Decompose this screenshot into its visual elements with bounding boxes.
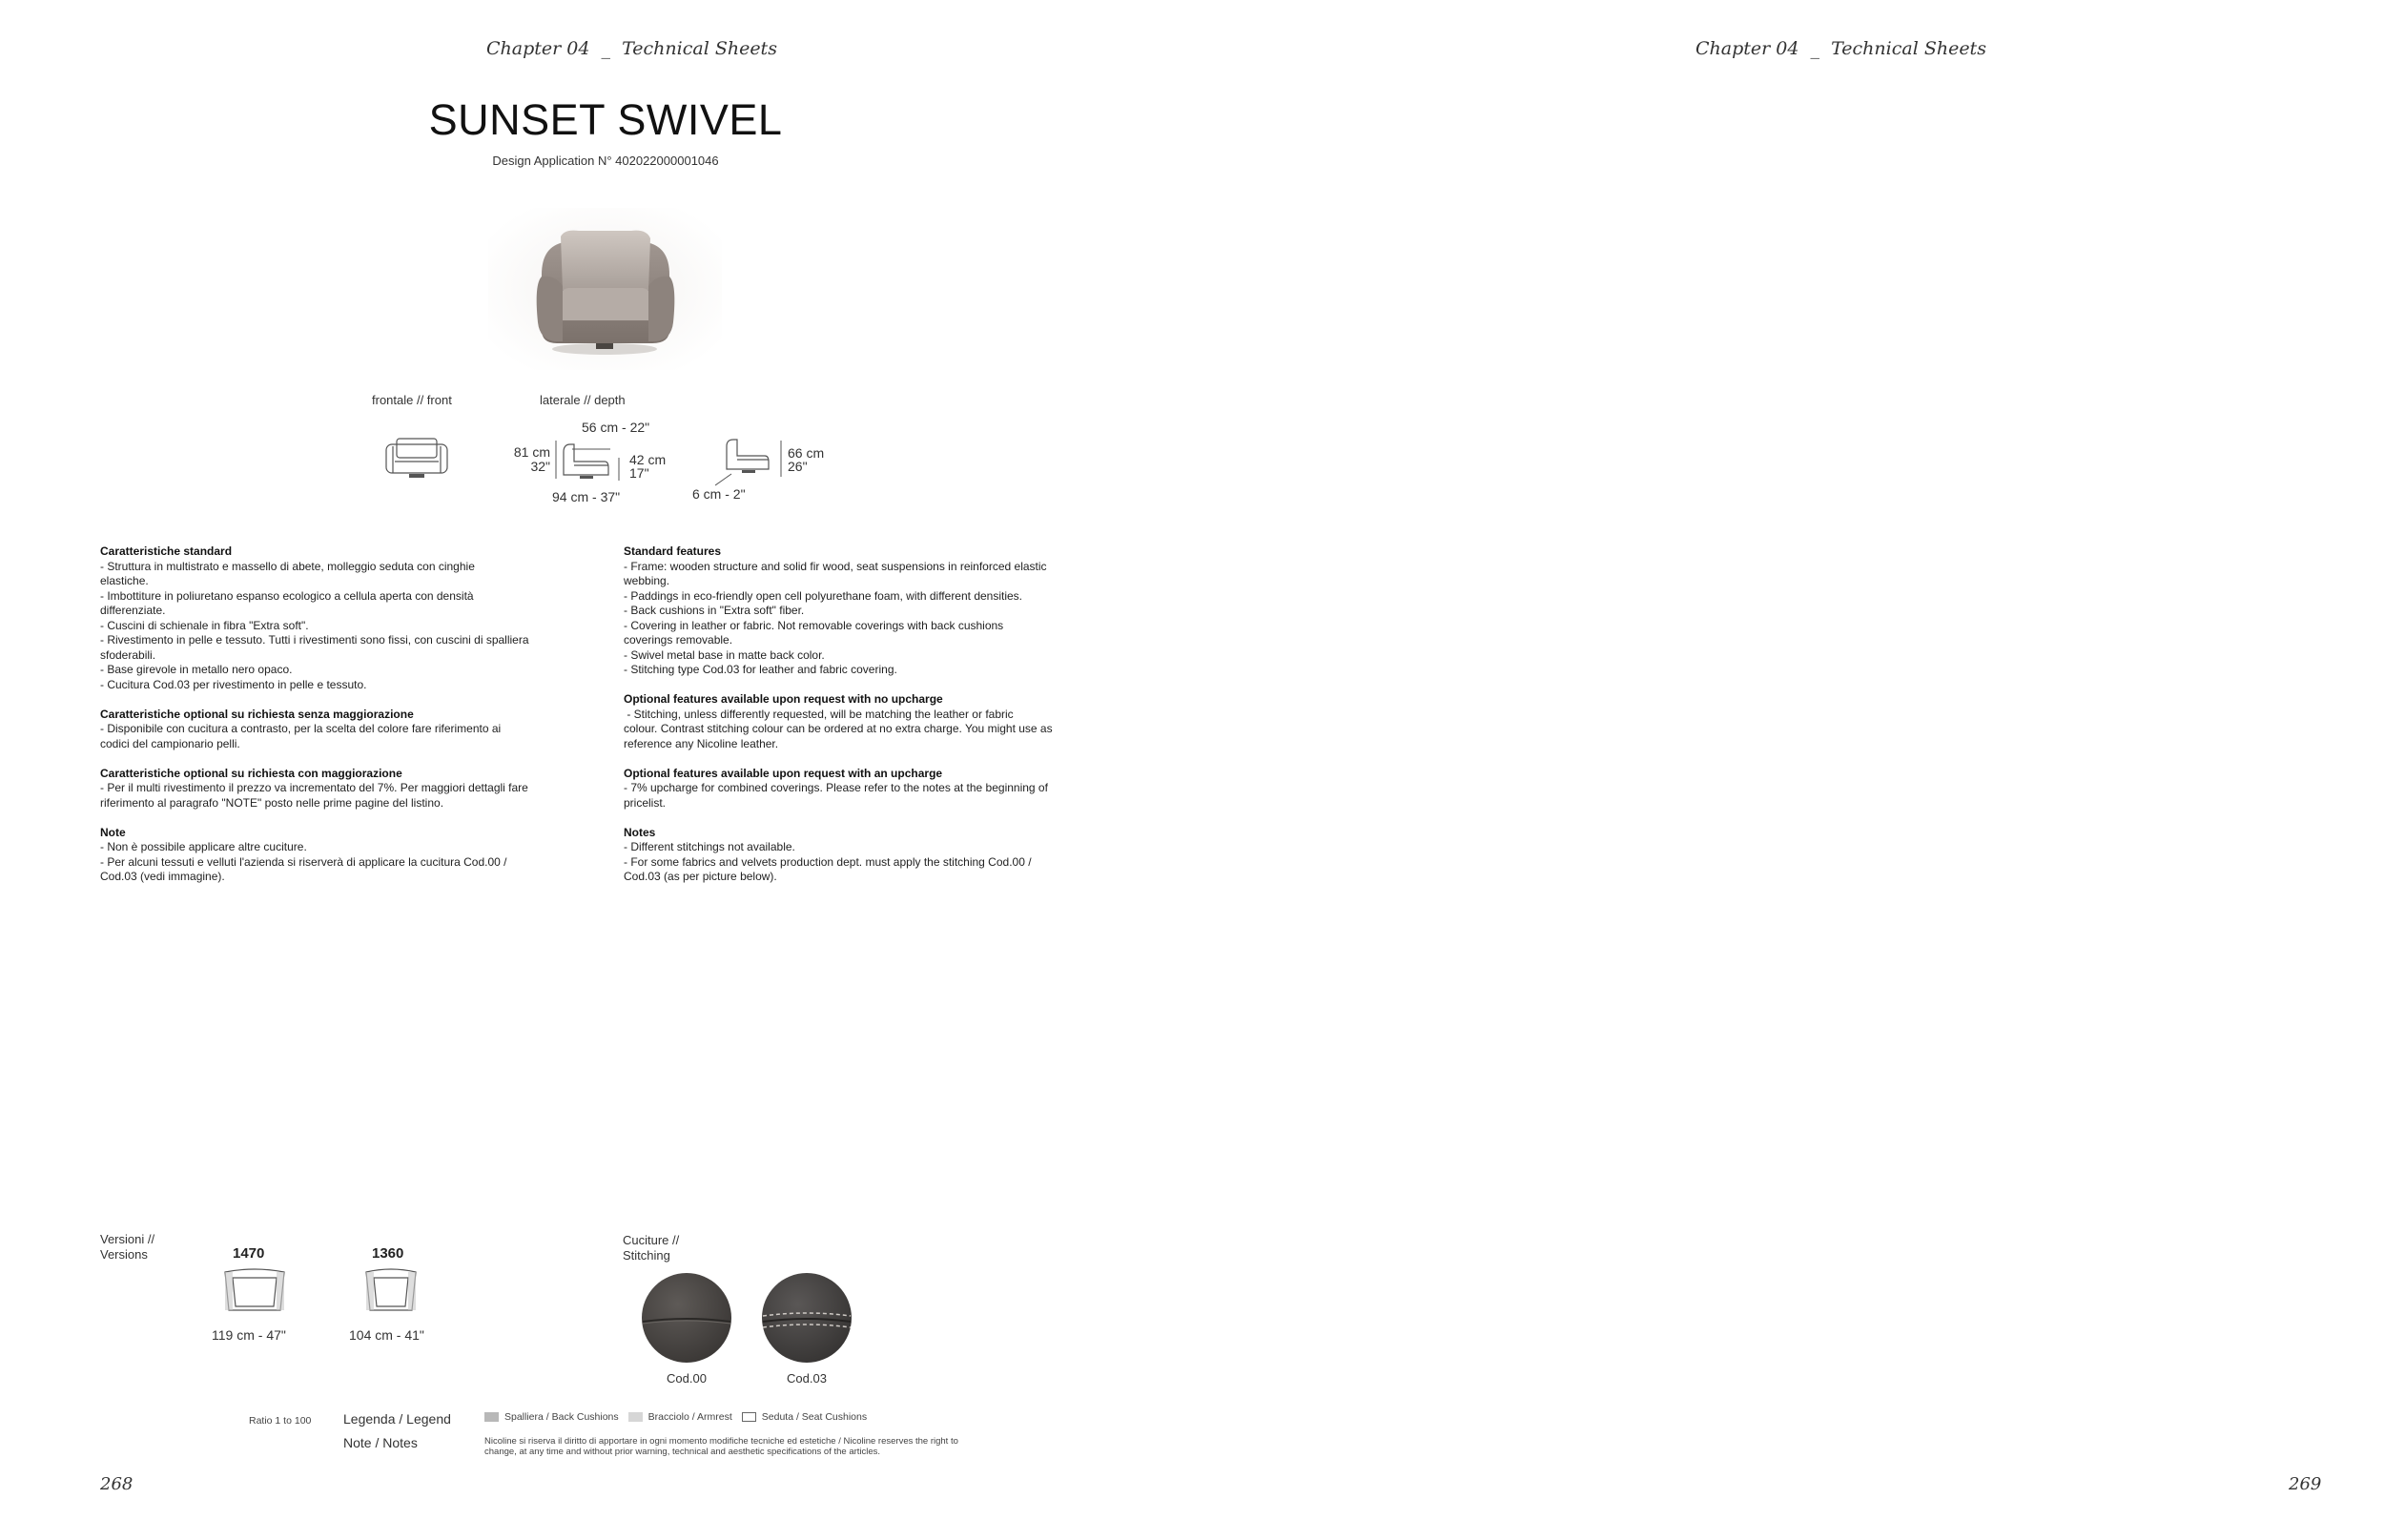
- english-optional-free-line: colour. Contrast stitching colour can be ordered at no extra charge. You might use as: [624, 722, 1053, 735]
- legend-swatch: [628, 1412, 643, 1422]
- italian-standard-heading: Caratteristiche standard: [100, 544, 233, 558]
- product-title: SUNSET SWIVEL: [428, 95, 783, 144]
- english-standard-line: - Covering in leather or fabric. Not removable coverings with back cushions: [624, 618, 1004, 632]
- italian-notes-line: - Non è possibile applicare altre cuciture.: [100, 840, 307, 853]
- versions-label-en: Versions: [100, 1247, 148, 1262]
- dim-height-cm: 81 cm: [513, 444, 550, 460]
- italian-standard-line: sfoderabili.: [100, 647, 156, 662]
- versions-label-it: Versioni //: [100, 1232, 155, 1246]
- page-number-right: 269: [2289, 1474, 2322, 1494]
- product-photo: [488, 208, 722, 370]
- english-notes-line: - Different stitchings not available.: [624, 840, 795, 853]
- stitching-swatch-cod00: [641, 1272, 732, 1364]
- legend-item-seat-cushions: [742, 1411, 867, 1423]
- dim-reclined-height-cm: 66 cm: [788, 445, 825, 461]
- dim-seat-depth-line: [572, 438, 610, 440]
- side-view-label: laterale // depth: [540, 393, 626, 407]
- english-standard-line: webbing.: [624, 574, 670, 587]
- front-view-label: frontale // front: [372, 393, 452, 407]
- italian-text-column: [100, 544, 591, 899]
- stitching-swatch-cod03: [761, 1272, 853, 1364]
- dim-seat-height-cm: 42 cm: [629, 452, 667, 467]
- italian-standard-line: - Rivestimento in pelle e tessuto. Tutti i rivestimenti sono fissi, con cuscini di spalliera: [100, 633, 529, 647]
- legend-swatch: [742, 1412, 756, 1422]
- italian-standard-line: - Cucitura Cod.03 per rivestimento in pelle e tessuto.: [100, 677, 367, 691]
- front-view-drawing: [383, 433, 450, 483]
- english-standard-line: - Paddings in eco-friendly open cell polyurethane foam, with different densities.: [624, 588, 1023, 603]
- ratio-label: Ratio 1 to 100: [249, 1415, 312, 1427]
- dim-seat-height-line: [618, 458, 620, 481]
- english-standard-line: - Stitching type Cod.03 for leather and fabric covering.: [624, 663, 897, 676]
- english-optional-paid-heading: Optional features available upon request with an upcharge: [624, 766, 943, 780]
- italian-optional-free-heading: Caratteristiche optional su richiesta senza maggiorazione: [100, 707, 414, 721]
- english-optional-free-section: [624, 692, 1115, 751]
- stitching-code: Cod.03: [787, 1371, 827, 1386]
- english-optional-free-heading: Optional features available upon request with no upcharge: [624, 692, 943, 706]
- italian-optional-free-section: [100, 708, 591, 752]
- dim-depth: 94 cm - 37": [552, 489, 621, 504]
- english-standard-line: coverings removable.: [624, 633, 733, 647]
- english-optional-paid-line: - 7% upcharge for combined coverings. Please refer to the notes at the beginning of: [624, 781, 1048, 794]
- english-optional-paid-section: [624, 767, 1115, 811]
- legend-label: Legenda / Legend: [343, 1411, 451, 1427]
- english-standard-line: - Swivel metal base in matte back color.: [624, 647, 825, 662]
- italian-optional-paid-line: - Per il multi rivestimento il prezzo va incrementato del 7%. Per maggiori dettagli fare: [100, 781, 528, 794]
- english-optional-free-line: reference any Nicoline leather.: [624, 736, 779, 750]
- dim-seat-depth: 56 cm - 22": [582, 420, 650, 435]
- english-standard-section: [624, 544, 1115, 678]
- english-notes-section: [624, 826, 1115, 885]
- dim-height-in: 32": [530, 459, 550, 474]
- side-view-drawing: [561, 441, 610, 481]
- italian-standard-section: [100, 544, 591, 692]
- italian-standard-line: - Struttura in multistrato e massello di abete, molleggio seduta con cinghie: [100, 559, 475, 573]
- version-code: 1470: [233, 1245, 265, 1262]
- version-drawing: [362, 1266, 420, 1316]
- italian-optional-paid-section: [100, 767, 591, 811]
- legend-item-armrest: [628, 1411, 732, 1423]
- legend-items: [484, 1411, 867, 1423]
- stitching-code: Cod.00: [667, 1371, 707, 1386]
- italian-notes-line: - Per alcuni tessuti e velluti l'azienda si riserverà di applicare la cucitura Cod.00 /: [100, 854, 507, 869]
- dim-seat-height-in: 17": [629, 465, 649, 481]
- legend-item-label: Seduta / Seat Cushions: [761, 1411, 868, 1423]
- dim-reclined-height-in: 26": [788, 459, 808, 474]
- version-size: 119 cm - 47": [212, 1327, 286, 1343]
- stitching-label-en: Stitching: [623, 1248, 670, 1263]
- dim-reclined-height-line: [780, 441, 782, 477]
- italian-standard-line: - Imbottiture in poliuretano espanso ecologico a cellula aperta con densità: [100, 588, 474, 603]
- english-optional-free-line: - Stitching, unless differently requested, will be matching the leather or fabric: [624, 707, 1014, 721]
- english-standard-line: - Frame: wooden structure and solid fir wood, seat suspensions in reinforced elastic: [624, 559, 1047, 573]
- english-optional-paid-line: pricelist.: [624, 795, 667, 810]
- italian-standard-line: differenziate.: [100, 604, 166, 617]
- legend-item-label: Bracciolo / Armrest: [647, 1411, 732, 1423]
- notes-label: Note / Notes: [343, 1435, 418, 1450]
- chapter-header-right: Chapter 04 _ Technical Sheets: [1696, 38, 1986, 59]
- version-code: 1360: [372, 1245, 404, 1262]
- legend-item-back-cushions: [484, 1411, 619, 1423]
- italian-notes-heading: Note: [100, 825, 126, 839]
- english-notes-line: Cod.03 (as per picture below).: [624, 870, 777, 883]
- legend-item-label: Spalliera / Back Cushions: [504, 1411, 619, 1423]
- dim-height-line: [555, 441, 557, 479]
- dim-base-offset-leader: [715, 473, 732, 486]
- legend-swatch: [484, 1412, 499, 1422]
- design-application-number: Design Application N° 402022000001046: [492, 154, 719, 168]
- english-standard-heading: Standard features: [624, 544, 722, 558]
- legal-disclaimer: Nicoline si riserva il diritto di apportare in ogni momento modifiche tecniche ed estetiche / Nicoline reserves the right to change, at any time and without prior warning, technical and aesthetic specifications of the articles.: [484, 1436, 958, 1457]
- english-text-column: [624, 544, 1115, 899]
- dim-base-offset: 6 cm - 2": [692, 486, 746, 502]
- english-standard-line: - Back cushions in "Extra soft" fiber.: [624, 604, 805, 617]
- page-number-left: 268: [100, 1474, 134, 1494]
- italian-optional-free-line: - Disponibile con cucitura a contrasto, per la scelta del colore fare riferimento ai: [100, 722, 502, 735]
- chapter-header-left: Chapter 04 _ Technical Sheets: [486, 38, 777, 59]
- italian-standard-line: elastiche.: [100, 574, 149, 587]
- italian-standard-line: - Cuscini di schienale in fibra "Extra soft".: [100, 618, 309, 632]
- english-notes-line: - For some fabrics and velvets production dept. must apply the stitching Cod.00 /: [624, 854, 1032, 869]
- english-notes-heading: Notes: [624, 825, 656, 839]
- italian-standard-line: - Base girevole in metallo nero opaco.: [100, 663, 293, 676]
- italian-optional-paid-line: riferimento al paragrafo "NOTE" posto nelle prime pagine del listino.: [100, 795, 444, 810]
- italian-optional-paid-heading: Caratteristiche optional su richiesta con maggiorazione: [100, 766, 402, 780]
- italian-optional-free-line: codici del campionario pelli.: [100, 736, 240, 750]
- italian-notes-line: Cod.03 (vedi immagine).: [100, 870, 225, 883]
- version-drawing: [221, 1266, 288, 1316]
- italian-notes-section: [100, 826, 591, 885]
- stitching-label-it: Cuciture //: [623, 1233, 680, 1247]
- version-size: 104 cm - 41": [349, 1327, 424, 1343]
